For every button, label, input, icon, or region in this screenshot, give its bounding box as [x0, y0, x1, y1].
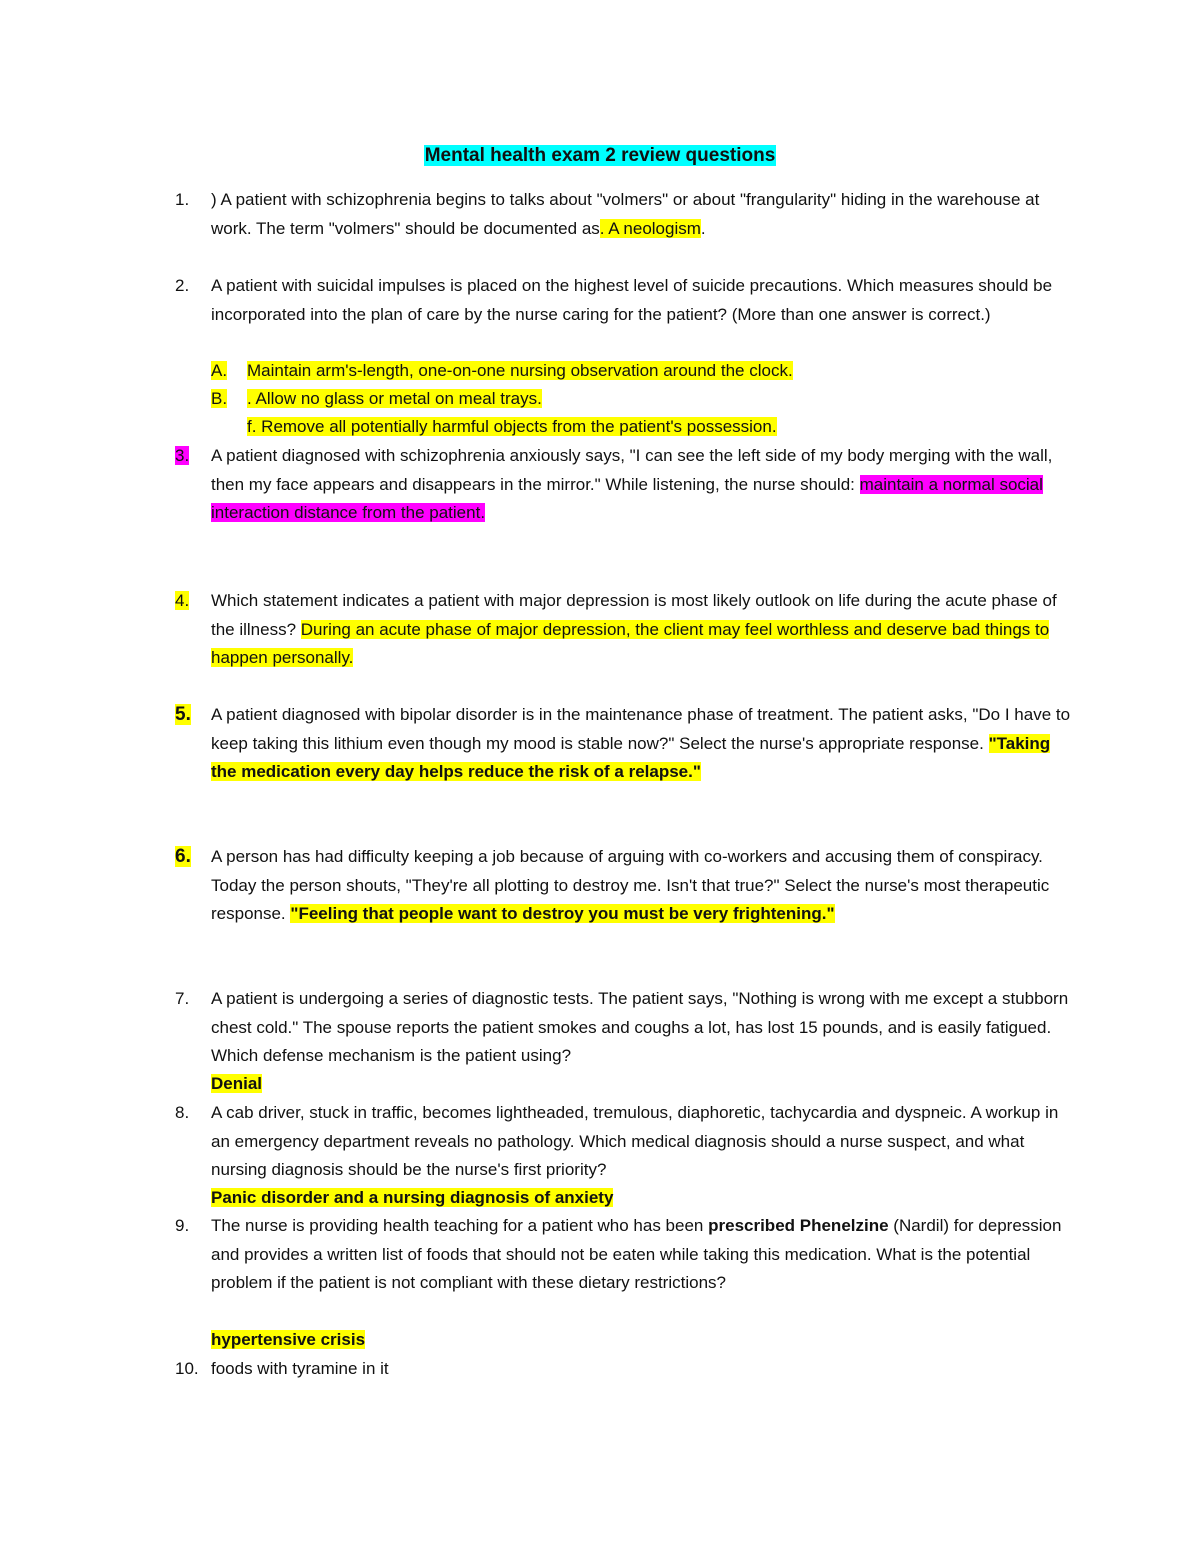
q9-question	[211, 1212, 1071, 1298]
q1-text: ) A patient with schizophrenia begins to talks about "volmers" or about "frangularity" hiding in the warehouse at work. The term "volmers" should be documented as	[211, 190, 1040, 238]
q1-answer: . A neologism	[599, 218, 701, 238]
q2-option-a-letter: A.	[211, 361, 228, 380]
q1-tail: .	[700, 218, 706, 238]
q3-question	[211, 442, 1071, 528]
q9-text-pre: The nurse is providing health teaching for a patient who has been	[211, 1216, 709, 1235]
q8-question: A cab driver, stuck in traffic, becomes lightheaded, tremulous, diaphoretic, tachycardia and dyspneic. A workup in an emergency department reveals no pathology. Which medical diagnosis should a nurse suspect, and what nursing diagnosis should be the nurse's first priority?	[211, 1103, 1059, 1179]
q6-text: A person has had difficulty keeping a job because of arguing with co-workers and accusing them of conspiracy. Today the person shouts, "They're all plotting to destroy me. Isn't that true?" Select the nurse's most therapeutic response.	[211, 847, 1050, 923]
q5-number: 5.	[175, 704, 191, 725]
q10-text: foods with tyramine in it	[211, 1359, 389, 1378]
q6-number: 6.	[175, 846, 191, 867]
q4-answer: During an acute phase of major depression, the client may feel worthless and deserve bad things to happen personally.	[211, 619, 1050, 667]
q4-text: Which statement indicates a patient with major depression is most likely outlook on life during the acute phase of the illness?	[211, 591, 1057, 639]
q5-answer: "Taking the medication every day helps reduce the risk of a relapse."	[211, 733, 1051, 781]
title-highlight: Mental health exam 2 review questions	[424, 145, 776, 166]
q2-number: 2.	[175, 276, 190, 295]
q8-number: 8.	[175, 1103, 190, 1122]
q3-text: A patient diagnosed with schizophrenia anxiously says, "I can see the left side of my body merging with the wall, then my face appears and disappears in the mirror." While listening, the nurse should:	[211, 446, 1053, 494]
q2-option-a: Maintain arm's-length, one-on-one nursing observation around the clock.	[247, 361, 793, 380]
q2-option-b-letter: B.	[211, 389, 228, 408]
page-title	[0, 143, 1200, 169]
q3-answer: maintain a normal social interaction distance from the patient.	[211, 474, 1043, 522]
q7-number: 7.	[175, 989, 190, 1008]
q2-option-b: . Allow no glass or metal on meal trays.	[247, 389, 542, 408]
q10-number: 10.	[175, 1359, 199, 1378]
q9-text-post: (Nardil) for depression and provides a written list of foods that should not be eaten while taking this medication. What is the potential problem if the patient is not compliant with these dietary restrictions?	[211, 1216, 1062, 1292]
q1-number: 1.	[175, 190, 190, 209]
q3-number: 3.	[175, 446, 190, 465]
q5-text: A patient diagnosed with bipolar disorder is in the maintenance phase of treatment. The patient asks, "Do I have to keep taking this lithium even though my mood is stable now?" Select the nurse's appropriate response.	[211, 705, 1071, 753]
q9-number: 9.	[175, 1216, 190, 1235]
q2-option-f: f. Remove all potentially harmful objects from the patient's possession.	[247, 417, 777, 436]
q7-question: A patient is undergoing a series of diagnostic tests. The patient says, "Nothing is wrong with me except a stubborn chest cold." The spouse reports the patient smokes and coughs a lot, has lost 15 pounds, and is easily fatigued. Which defense mechanism is the patient using?	[211, 989, 1069, 1065]
q9-answer: hypertensive crisis	[211, 1330, 366, 1349]
q2-question: A patient with suicidal impulses is placed on the highest level of suicide precautions. Which measures should be incorporated into the plan of care by the nurse caring for the patient? (More than one answer is correct.)	[211, 276, 1053, 324]
q5-question	[211, 701, 1071, 787]
q7-answer: Denial	[211, 1074, 263, 1093]
q1-question	[211, 186, 1071, 243]
q8-answer: Panic disorder and a nursing diagnosis of anxiety	[211, 1188, 614, 1207]
q6-answer: "Feeling that people want to destroy you must be very frightening."	[290, 904, 835, 923]
q6-question	[211, 843, 1071, 929]
q4-number: 4.	[175, 591, 190, 610]
q4-question	[211, 587, 1071, 673]
q9-text-bold: prescribed Phenelzine	[708, 1216, 889, 1235]
